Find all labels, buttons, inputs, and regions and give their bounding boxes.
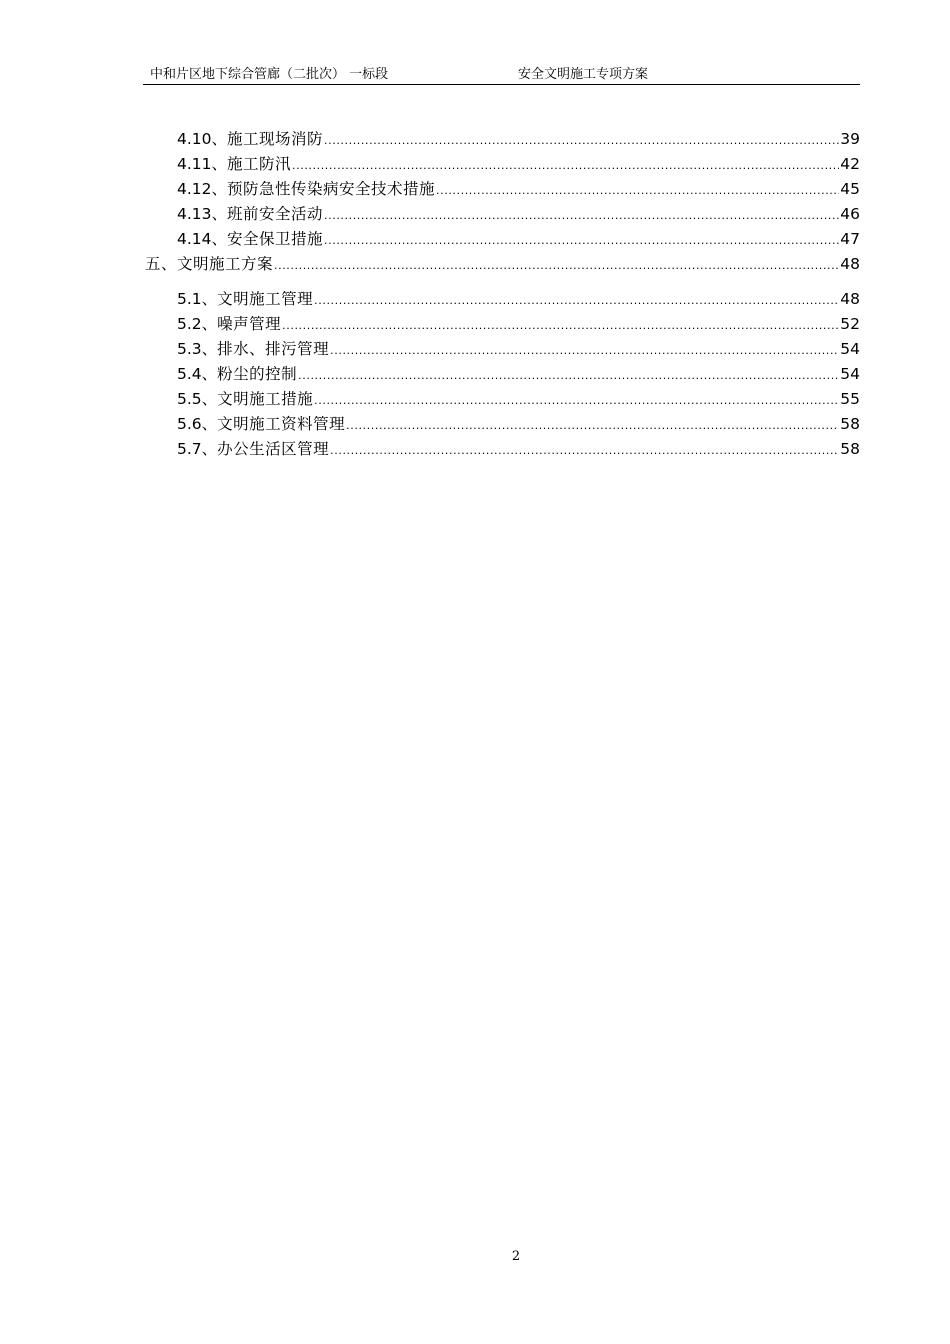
toc-entry-number: 4.14、 [177,230,228,248]
toc-entry-title: 文明施工资料管理 [217,415,346,433]
toc-entry-page: 46 [840,205,860,223]
toc-entry-page: 58 [840,415,860,433]
toc-entry[interactable] [177,434,860,459]
toc-dot-leader [314,389,839,409]
toc-entry-page: 48 [840,255,860,273]
toc-entry-title: 预防急性传染病安全技术措施 [227,180,436,198]
running-header [143,66,860,84]
toc-entry-number: 5.2、 [177,315,218,333]
toc-entry-number: 5.4、 [177,365,218,383]
toc-dot-leader [324,229,839,249]
toc-dot-leader [324,204,839,224]
toc-entry-title: 办公生活区管理 [217,440,330,458]
toc-entry-title: 班前安全活动 [227,205,324,223]
toc-entry-title: 施工现场消防 [227,130,324,148]
toc-entry-title: 文明施工管理 [217,290,314,308]
toc-entry-number: 5.7、 [177,440,218,458]
toc-entry-number: 4.10、 [177,130,228,148]
toc-entry-page: 39 [840,130,860,148]
toc-entry-number: 5.6、 [177,415,218,433]
toc-dot-leader [324,129,839,149]
toc-entry-title: 文明施工措施 [217,390,314,408]
toc-entry[interactable] [177,384,860,409]
toc-entry-title: 排水、排污管理 [217,340,330,358]
toc-entry-page: 47 [840,230,860,248]
toc-entry[interactable] [177,224,860,249]
page-number: 2 [511,1249,521,1264]
toc-entry[interactable] [177,124,860,149]
toc-entry[interactable] [177,199,860,224]
toc-entry-page: 52 [840,315,860,333]
header-project-name: 中和片区地下综合管廊（二批次） 一标段 [150,67,389,82]
toc-entry[interactable] [177,409,860,434]
toc-entry[interactable] [177,359,860,384]
header-divider [143,84,860,85]
header-document-title: 安全文明施工专项方案 [518,67,649,82]
toc-entry-number: 5.1、 [177,290,218,308]
toc-entry-title: 粉尘的控制 [217,365,298,383]
toc-entry-page: 58 [840,440,860,458]
toc-entry-page: 42 [840,155,860,173]
toc-entry-page: 45 [840,180,860,198]
toc-dot-leader [330,339,839,359]
toc-entry-title: 安全保卫措施 [227,230,324,248]
toc-entry-number: 4.11、 [177,155,228,173]
toc-dot-leader [282,314,839,334]
toc-entry[interactable] [177,174,860,199]
toc-entry-title: 噪声管理 [217,315,282,333]
toc-dot-leader [274,254,839,274]
toc-chapter-entry[interactable] [145,249,860,274]
toc-dot-leader [330,439,839,459]
toc-dot-leader [292,154,839,174]
toc-entry-page: 48 [840,290,860,308]
toc-entry-title: 五、文明施工方案 [145,255,274,273]
toc-dot-leader [298,364,839,384]
toc-entry-number: 5.5、 [177,390,218,408]
toc-entry-number: 5.3、 [177,340,218,358]
toc-entry-page: 54 [840,340,860,358]
toc-entry-number: 4.12、 [177,180,228,198]
toc-entry[interactable] [177,284,860,309]
toc-entry-page: 55 [840,390,860,408]
toc-dot-leader [314,289,839,309]
toc-entry[interactable] [177,309,860,334]
toc-dot-leader [346,414,839,434]
toc-entry-title: 施工防汛 [227,155,292,173]
toc-entry[interactable] [177,149,860,174]
toc-dot-leader [436,179,839,199]
toc-entry[interactable] [177,334,860,359]
toc-entry-page: 54 [840,365,860,383]
toc-entry-number: 4.13、 [177,205,228,223]
